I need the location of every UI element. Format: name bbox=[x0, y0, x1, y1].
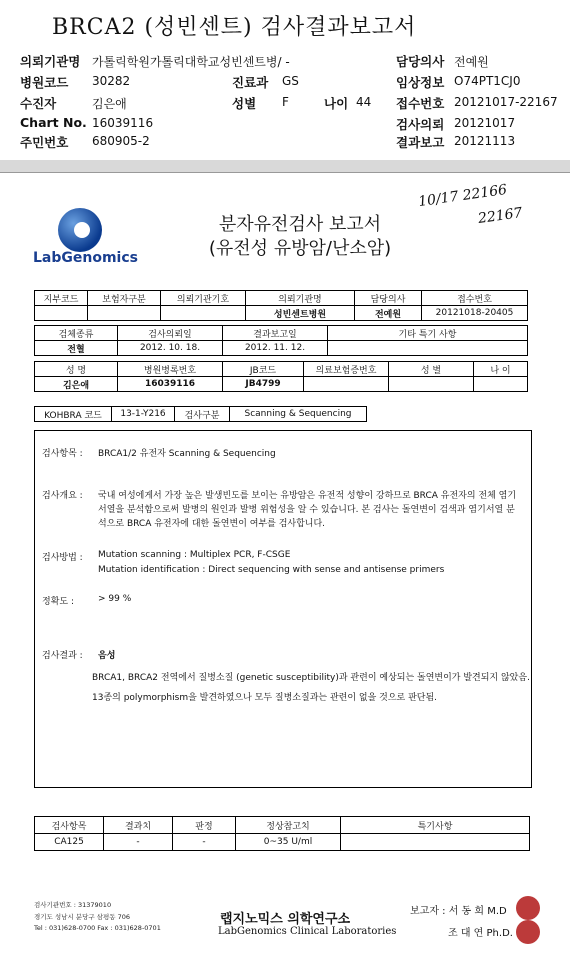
table-cell: - bbox=[173, 834, 236, 851]
table-header-cell: 정상참고치 bbox=[236, 817, 341, 834]
table-cell: 20121018-20405 bbox=[422, 306, 528, 321]
logo-text: LabGenomics bbox=[33, 250, 138, 266]
table-cell bbox=[35, 306, 88, 321]
table-cell: 검체종류 bbox=[35, 326, 118, 341]
handwritten-note-1: 10/17 22166 bbox=[417, 181, 509, 211]
report-title: BRCA2 (성빈센트) 검사결과보고서 bbox=[52, 15, 417, 40]
table-row bbox=[35, 362, 528, 377]
value-request-date: 20121017 bbox=[454, 116, 516, 130]
info-table bbox=[34, 290, 528, 321]
reporter-1: 보고자 : 서 동 희 M.D bbox=[410, 906, 507, 917]
table-cell: 병원병록번호 bbox=[118, 362, 223, 377]
table-cell: 담당의사 bbox=[355, 291, 422, 306]
table-cell bbox=[389, 377, 474, 392]
table-cell bbox=[88, 306, 161, 321]
value-hospital-code: 30282 bbox=[92, 74, 131, 88]
table-header-cell: 특기사항 bbox=[341, 817, 530, 834]
value-resident-no: 680905-2 bbox=[92, 134, 150, 148]
label-report-date: 결과보고 bbox=[396, 135, 445, 150]
table-cell bbox=[474, 377, 528, 392]
overview-line: 서열을 분석함으로써 발병의 원인과 발병 위험성을 알 수 있습니다. 본 검사는 돌연변이 검색과 염기서열 분 bbox=[98, 505, 515, 515]
table-cell: JB4799 bbox=[223, 377, 304, 392]
table-cell: 13-1-Y216 bbox=[112, 407, 175, 422]
label-chart-no: Chart No. bbox=[20, 115, 87, 130]
method-label: 검사방법 : bbox=[42, 553, 83, 563]
table-row bbox=[35, 291, 528, 306]
table-row bbox=[35, 326, 528, 341]
table-cell: 0~35 U/ml bbox=[236, 834, 341, 851]
info-table-2 bbox=[34, 325, 528, 356]
table-cell: 보험자구분 bbox=[88, 291, 161, 306]
handwritten-note-2: 22167 bbox=[477, 204, 524, 228]
lab-contact: Tel : 031)628-0700 Fax : 031)628-0701 bbox=[34, 924, 161, 932]
result-line: 13종의 polymorphism을 발견하였으나 모두 질병소질과는 관련이 없을 것으로 판단됨. bbox=[92, 693, 438, 703]
value-age: 44 bbox=[356, 95, 372, 109]
table-cell: 의료보험증번호 bbox=[304, 362, 389, 377]
value-department: GS bbox=[282, 74, 299, 88]
table-cell: 지부코드 bbox=[35, 291, 88, 306]
label-hospital-code: 병원코드 bbox=[20, 75, 69, 90]
label-resident-no: 주민번호 bbox=[20, 135, 69, 150]
table-row bbox=[35, 407, 367, 422]
table-cell: CA125 bbox=[35, 834, 104, 851]
value-sex: F bbox=[282, 95, 289, 109]
result-line: BRCA1, BRCA2 전역에서 질병소질 (genetic susceptibility)과 관련이 예상되는 돌연변이가 발견되지 않았음. bbox=[92, 673, 530, 683]
method-line: Mutation scanning : Multiplex PCR, F-CSGE bbox=[98, 550, 291, 560]
table-row bbox=[35, 341, 528, 356]
label-accession-no: 접수번호 bbox=[396, 96, 445, 111]
table-header-cell: 판정 bbox=[173, 817, 236, 834]
table-cell: 접수번호 bbox=[422, 291, 528, 306]
accuracy-value: > 99 % bbox=[98, 594, 132, 604]
table-cell: 2012. 11. 12. bbox=[223, 341, 328, 356]
method-line: Mutation identification : Direct sequencing with sense and antisense primers bbox=[98, 565, 445, 575]
result-label: 검사결과 : bbox=[42, 651, 83, 661]
seal-stamp-icon bbox=[516, 896, 540, 920]
label-physician: 담당의사 bbox=[396, 54, 445, 69]
value-requesting-org: 가톨릭학원가톨릭대학교성빈센트병/ - bbox=[92, 55, 290, 69]
reporter-2: 조 대 연 Ph.D. bbox=[448, 928, 513, 939]
table-row bbox=[35, 834, 530, 851]
table-row bbox=[35, 306, 528, 321]
test-item-value: BRCA1/2 유전자 Scanning & Sequencing bbox=[98, 449, 276, 459]
table-cell: 2012. 10. 18. bbox=[118, 341, 223, 356]
marker-table bbox=[34, 816, 530, 851]
overview-line: 석으로 BRCA 유전자에 대한 돌연변이 여부를 검사합니다. bbox=[98, 519, 326, 529]
table-cell bbox=[161, 306, 246, 321]
table-cell: 검사의뢰일 bbox=[118, 326, 223, 341]
value-patient: 김은애 bbox=[92, 97, 127, 111]
value-chart-no: 16039116 bbox=[92, 116, 154, 130]
table-cell: 기타 특기 사항 bbox=[328, 326, 528, 341]
table-cell: 나 이 bbox=[474, 362, 528, 377]
label-request-date: 검사의뢰 bbox=[396, 117, 445, 132]
report-heading-1: 분자유전검사 보고서 bbox=[218, 214, 382, 235]
label-requesting-org: 의뢰기관명 bbox=[20, 54, 81, 69]
overview-label: 검사개요 : bbox=[42, 491, 83, 501]
table-cell: - bbox=[104, 834, 173, 851]
value-accession-no: 20121017-22167 bbox=[454, 95, 558, 109]
lab-name-english: LabGenomics Clinical Laboratories bbox=[218, 926, 397, 937]
section-divider bbox=[0, 160, 570, 172]
table-cell: 성 명 bbox=[35, 362, 118, 377]
table-cell: JB코드 bbox=[223, 362, 304, 377]
table-cell bbox=[304, 377, 389, 392]
table-header-cell: 검사항목 bbox=[35, 817, 104, 834]
table-cell: 전혈 bbox=[35, 341, 118, 356]
info-table-3 bbox=[34, 361, 528, 392]
table-cell: 전예원 bbox=[355, 306, 422, 321]
report-heading-2: (유전성 유방암/난소암) bbox=[208, 238, 392, 259]
test-details-box bbox=[34, 430, 532, 788]
label-age: 나이 bbox=[324, 96, 349, 111]
table-cell: 성빈센트병원 bbox=[246, 306, 355, 321]
table-cell: 검사구분 bbox=[175, 407, 230, 422]
accuracy-label: 정확도 : bbox=[42, 597, 74, 607]
table-cell: 의뢰기관명 bbox=[246, 291, 355, 306]
label-department: 진료과 bbox=[232, 75, 269, 90]
label-sex: 성별 bbox=[232, 96, 257, 111]
result-value: 음성 bbox=[98, 651, 116, 661]
value-physician: 전예원 bbox=[454, 55, 489, 69]
overview-line: 국내 여성에게서 가장 높은 발생빈도를 보이는 유방암은 유전적 성향이 강하므로 BRCA 유전자의 전체 염기 bbox=[98, 491, 517, 501]
table-cell bbox=[341, 834, 530, 851]
table-cell: 16039116 bbox=[118, 377, 223, 392]
table-header-cell: 결과치 bbox=[104, 817, 173, 834]
table-row bbox=[35, 377, 528, 392]
kohbra-table bbox=[34, 406, 367, 422]
lab-address: 경기도 성남시 분당구 삼평동 706 bbox=[34, 913, 131, 921]
lab-name-korean: 랩지노믹스 의학연구소 bbox=[220, 912, 351, 927]
seal-stamp-icon bbox=[516, 920, 540, 944]
test-item-label: 검사항목 : bbox=[42, 449, 83, 459]
table-cell: Scanning & Sequencing bbox=[230, 407, 367, 422]
label-clinical-info: 임상정보 bbox=[396, 75, 445, 90]
lab-registration: 검사기관번호 : 31379010 bbox=[34, 901, 112, 909]
logo-inner-icon bbox=[74, 222, 90, 238]
table-cell: KOHBRA 코드 bbox=[35, 407, 112, 422]
table-cell: 김은애 bbox=[35, 377, 118, 392]
table-cell bbox=[328, 341, 528, 356]
table-cell: 성 별 bbox=[389, 362, 474, 377]
value-clinical-info: O74PT1CJ0 bbox=[454, 74, 521, 88]
value-report-date: 20121113 bbox=[454, 134, 516, 148]
table-cell: 결과보고일 bbox=[223, 326, 328, 341]
table-row bbox=[35, 817, 530, 834]
table-cell: 의뢰기관기호 bbox=[161, 291, 246, 306]
label-patient: 수진자 bbox=[20, 96, 57, 111]
